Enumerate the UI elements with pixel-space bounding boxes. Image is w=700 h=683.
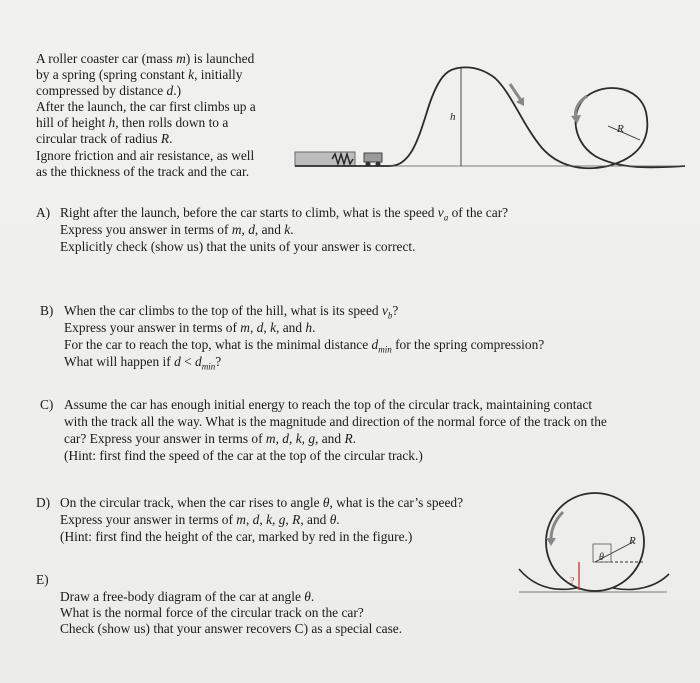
text-run: Assume the car has enough initial energy to reach the top of the circular track, maintaining contact	[64, 397, 593, 412]
text-run: ) is launched	[185, 51, 255, 66]
math-symbol: θ	[304, 589, 311, 604]
text-run: (Hint: first find the height of the car, marked by red in the figure.)	[60, 529, 413, 544]
text-run: by a spring (spring constant	[36, 67, 189, 82]
text-run: , then rolls down to a	[115, 115, 229, 130]
math-symbol: d	[371, 337, 379, 352]
text-run: Ignore friction and air resistance, as well	[36, 148, 255, 163]
intro-line	[36, 51, 254, 67]
math-symbol: h	[108, 115, 116, 130]
text-run: .	[352, 431, 356, 446]
question-line	[64, 431, 356, 447]
text-run: , and	[300, 512, 330, 527]
text-run: as the thickness of the track and the car.	[36, 164, 250, 179]
math-symbol: g	[308, 431, 316, 446]
text-run: ,	[241, 222, 249, 237]
math-symbol: k	[188, 67, 195, 82]
circular-track-figure	[515, 484, 675, 599]
intro-line	[36, 67, 242, 83]
text-run: .	[312, 320, 316, 335]
question-line	[60, 621, 402, 637]
question-label: C)	[40, 397, 54, 412]
text-run: Express you answer in terms of	[60, 222, 232, 237]
text-run: Express your answer in terms of	[60, 512, 237, 527]
loop-arrow-icon	[575, 96, 587, 118]
text-run: .)	[173, 83, 182, 98]
text-run: When the car climbs to the top of the hill, what is its speed	[64, 303, 382, 318]
text-run: , and	[276, 320, 306, 335]
math-symbol: h	[305, 320, 313, 335]
angle-label: θ	[599, 552, 604, 563]
text-run: For the car to reach the top, what is the minimal distance	[64, 337, 372, 352]
text-run: (Hint: first find the speed of the car at the top of the circular track.)	[64, 448, 423, 463]
question-label: B)	[40, 303, 54, 318]
text-run: , initially	[194, 67, 243, 82]
car-icon	[364, 153, 382, 162]
question-label: D)	[36, 495, 51, 510]
question-line	[60, 239, 416, 255]
math-symbol: k	[284, 222, 291, 237]
text-run: car? Express your answer in terms of	[64, 431, 266, 446]
text-run: After the launch, the car first climbs up a	[36, 99, 256, 114]
text-run: , and	[254, 222, 285, 237]
track-exit	[613, 574, 669, 589]
math-symbol: d	[256, 320, 264, 335]
math-symbol: d	[252, 512, 260, 527]
math-symbol: m	[231, 222, 242, 237]
text-run: ,	[288, 431, 296, 446]
text-run: ,	[245, 512, 253, 527]
math-symbol: m	[176, 51, 186, 66]
radius-label: R	[629, 535, 636, 547]
question-line	[64, 397, 592, 413]
math-symbol: d	[248, 222, 255, 237]
intro-line	[36, 115, 228, 131]
intro-line	[36, 99, 256, 115]
track-entry	[519, 569, 577, 589]
math-symbol: d	[282, 431, 289, 446]
question-line	[60, 589, 314, 605]
text-run: ,	[263, 320, 271, 335]
math-symbol: min	[201, 361, 216, 372]
text-run: hill of height	[36, 115, 109, 130]
math-symbol: min	[378, 344, 392, 355]
loop-radius-label: R	[617, 123, 624, 135]
text-run: ,	[275, 431, 283, 446]
text-run: A roller coaster car (mass	[36, 51, 177, 66]
text-run: Express your answer in terms of	[64, 320, 241, 335]
question-line	[60, 495, 463, 511]
loop-radius-line	[608, 126, 640, 140]
question-line	[60, 222, 294, 238]
intro-line	[36, 83, 181, 99]
math-symbol: m	[240, 320, 250, 335]
question-line	[64, 448, 423, 464]
text-run: ?	[392, 303, 399, 318]
text-run: <	[180, 354, 196, 369]
math-symbol: v	[381, 303, 388, 318]
math-symbol: v	[437, 205, 444, 220]
math-symbol: θ	[329, 512, 337, 527]
math-symbol: a	[443, 212, 449, 223]
text-run: ,	[301, 431, 309, 446]
text-run: , what is the car’s speed?	[329, 495, 464, 510]
hill-height-label: h	[450, 111, 456, 123]
text-run: On the circular track, when the car rises to angle	[60, 495, 323, 510]
question-label: A)	[36, 205, 51, 220]
question-line	[60, 605, 364, 621]
text-run: ,	[272, 512, 279, 527]
text-run: .	[169, 131, 173, 146]
text-run: ?	[215, 354, 222, 369]
question-line	[64, 354, 221, 375]
text-run: with the track all the way. What is the magnitude and direction of the normal force of the track on the	[64, 414, 607, 429]
text-run: for the spring compression?	[391, 337, 545, 352]
text-run: What will happen if	[64, 354, 175, 369]
height-unknown-label: ?	[570, 576, 575, 587]
question-line	[60, 529, 412, 545]
math-symbol: b	[387, 310, 393, 321]
math-symbol: d	[195, 354, 202, 369]
math-symbol: k	[295, 431, 302, 446]
text-run: Explicitly check (show us) that the units of your answer is correct.	[60, 239, 416, 254]
math-symbol: k	[270, 320, 277, 335]
math-symbol: R	[160, 131, 170, 146]
roller-coaster-figure	[290, 60, 690, 180]
arrow-head-icon	[571, 115, 581, 124]
math-symbol: m	[236, 512, 246, 527]
math-symbol: m	[265, 431, 276, 446]
text-run: .	[310, 589, 315, 604]
text-run: .	[336, 512, 340, 527]
math-symbol: R	[292, 512, 301, 527]
math-symbol: d	[166, 83, 174, 98]
arrow-head-icon	[546, 538, 556, 546]
text-run: ,	[249, 320, 257, 335]
text-run: Check (show us) that your answer recovers C) as a special case.	[60, 621, 403, 636]
question-line	[64, 320, 315, 336]
text-run: ,	[259, 512, 267, 527]
text-run: compressed by distance	[36, 83, 167, 98]
math-symbol: g	[278, 512, 286, 527]
text-run: Draw a free-body diagram of the car at angle	[60, 589, 305, 604]
text-run: , and	[315, 431, 345, 446]
text-run: of the car?	[448, 205, 509, 220]
text-run: circular track of radius	[36, 131, 161, 146]
question-label: E)	[36, 572, 49, 587]
text-run: What is the normal force of the circular track on the car?	[60, 605, 364, 620]
math-symbol: d	[174, 354, 181, 369]
math-symbol: k	[266, 512, 273, 527]
intro-line	[36, 164, 249, 180]
intro-line	[36, 131, 172, 147]
math-symbol: R	[344, 431, 353, 446]
question-line	[64, 414, 607, 430]
text-run: .	[290, 222, 294, 237]
intro-line	[36, 148, 254, 164]
question-line	[60, 512, 340, 528]
text-run: ,	[285, 512, 293, 527]
math-symbol: θ	[322, 495, 330, 510]
text-run: Right after the launch, before the car starts to climb, what is the speed	[60, 205, 438, 220]
